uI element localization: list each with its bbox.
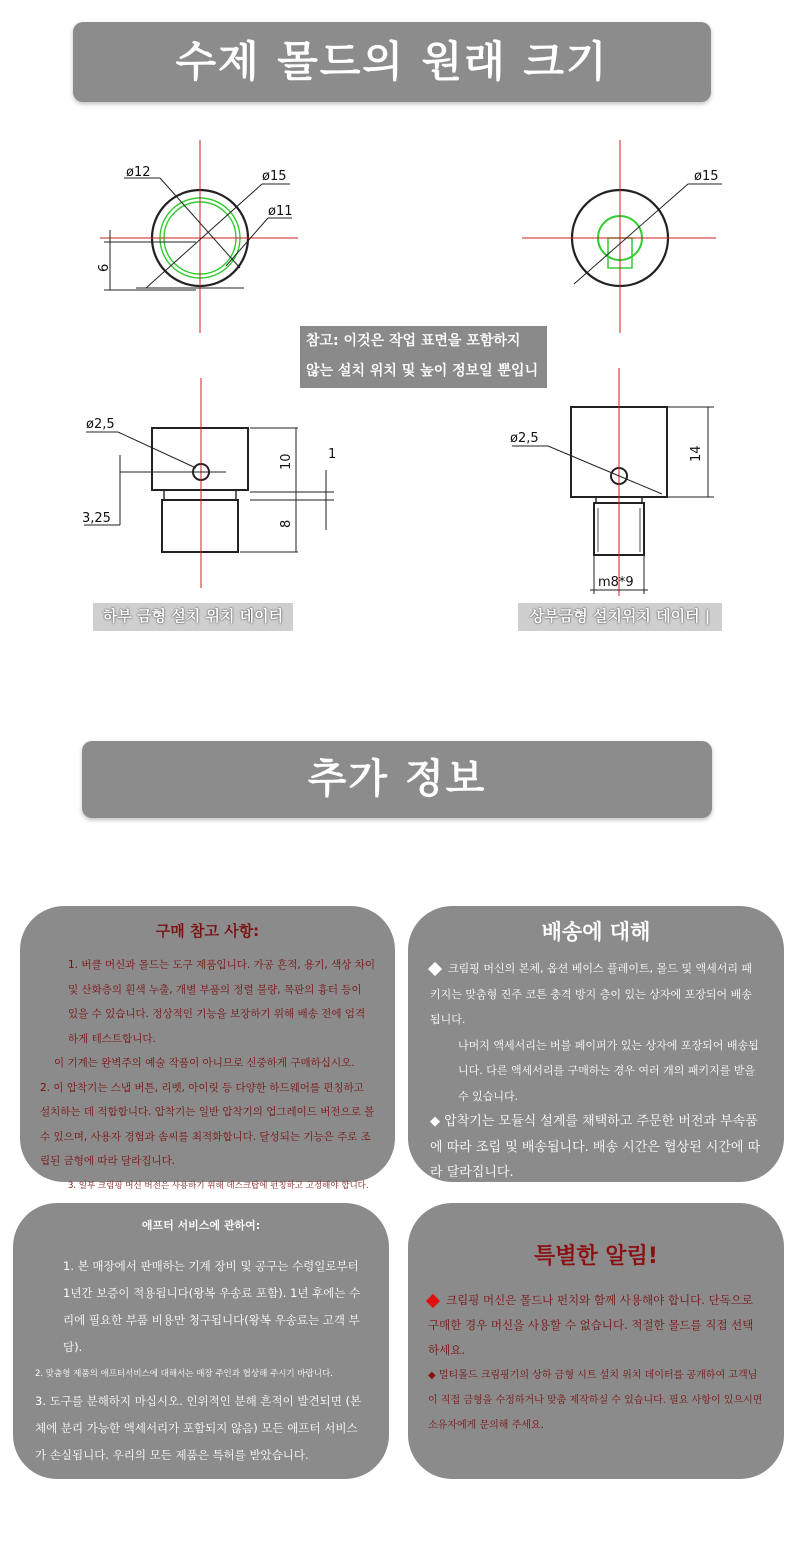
lower-shaft	[162, 500, 238, 552]
special-item-2: ◆ 멀티몰드 크림핑기의 상하 금형 시트 설치 위치 데이터를 공개하여 고객님이 직접 금형을 수정하거나 맞춤 제작하실 수 있습니다. 필요 사항이 있으시면 소유자에게 문의해 주세요.	[428, 1370, 763, 1431]
purchase-notes-card	[20, 906, 395, 1191]
shipping-title: 배송에 대해	[541, 920, 651, 944]
dim-325: 3,25	[82, 511, 111, 526]
after-service-card	[13, 1203, 389, 1479]
purchase-item-1b: 이 기계는 완벽주의 예술 작품이 아니므로 신중하게 구매하십시오.	[54, 1057, 355, 1069]
white-diamond-icon	[428, 962, 442, 976]
red-diamond-icon	[426, 1293, 440, 1307]
dim-ten: 10	[279, 453, 294, 470]
note-line-1: 참고: 이것은 작업 표면을 포함하지	[306, 333, 521, 349]
shipping-item-1: 크림핑 머신의 본체, 옵션 베이스 플레이트, 몰드 및 액세서리 패키지는 맞춤형 진주 코튼 충격 방지 층이 있는 상자에 포장되어 배송됩니다.	[430, 956, 762, 1033]
shipping-item-2: 나머지 액세서리는 버블 페이퍼가 있는 상자에 포장되어 배송됩니다. 다른 액세서리를 구매하는 경우 여러 개의 패키지를 받을 수 있습니다.	[458, 1038, 759, 1103]
additional-info-banner: 추가 정보	[82, 741, 712, 818]
shipping-item-3: ◆ 압착기는 모듈식 설계를 채택하고 주문한 버전과 부속품에 따라 조립 및 배송됩니다. 배송 시간은 협상된 시간에 따라 달라집니다.	[430, 1114, 761, 1180]
top-right-view	[522, 140, 722, 333]
dim-eight: 8	[279, 519, 294, 528]
dim-six: 6	[97, 263, 112, 272]
dim-one: 1	[328, 447, 337, 462]
after-service-item-2: 2. 맞춤형 제품의 애프터서비스에 대해서는 매장 주인과 협상해 주시기 바랍니다.	[35, 1369, 333, 1379]
dim-d11: ø11	[268, 204, 293, 219]
dim-d12: ø12	[126, 165, 151, 180]
special-title: 특별한 알림!	[534, 1244, 658, 1269]
after-service-item-1: 1. 본 매장에서 판매하는 기계 장비 및 공구는 수령일로부터 1년간 보증이 적용됩니다(왕복 우송료 포함). 1년 후에는 수리에 필요한 부품 비용만 청구됩니다(왕복 우송료는 고객 부담).	[63, 1259, 361, 1354]
dim-d15-left: ø15	[262, 169, 287, 184]
special-item-1: 크림핑 머신은 몰드나 펀치와 함께 사용해야 합니다. 단독으로 구매한 경우 머신을 사용할 수 없습니다. 적절한 몰드를 직접 선택하세요.	[428, 1288, 764, 1363]
dim-d25-left: ø2,5	[86, 417, 115, 432]
upper-mold-caption: 상부금형 설치위치 데이터 |	[518, 603, 722, 631]
after-service-item-3: 3. 도구를 분해하지 마십시오. 인위적인 분해 흔적이 발견되면 (본체에 분리 가능한 액세서리가 포함되지 않음) 모든 애프터 서비스가 손실됩니다. 우리의 모든 제품은 특허를 받았습니다.	[35, 1394, 362, 1462]
dim-d15-right: ø15	[694, 169, 719, 184]
purchase-item-1: 1. 버클 머신과 몰드는 도구 제품입니다. 가공 흔적, 용기, 색상 차이 및 산화층의 흰색 누출, 개별 부품의 정렬 불량, 목판의 흉터 등이 있을 수 있습니다. 정상적인 기능을 보장하기 위해 배송 전에 엄격하게 테스트합니다.	[68, 959, 375, 1045]
purchase-item-3: 3. 일부 크림핑 머신 버전은 사용하기 위해 데스크탑에 펀칭하고 고정해야 합니다.	[68, 1180, 369, 1191]
purchase-title: 구매 참고 사항:	[155, 922, 260, 940]
after-service-title: 애프터 서비스에 관하여:	[141, 1219, 261, 1232]
original-size-banner: 수제 몰드의 원래 크기	[73, 22, 711, 102]
dim-m8: m8*9	[598, 575, 634, 590]
note-line-2: 않는 설치 위치 및 높이 정보일 뿐입니다.	[306, 363, 539, 409]
lower-mold-caption: 하부 금형 설치 위치 데이터	[93, 603, 293, 631]
purchase-item-2: 2. 이 압착기는 스냅 버튼, 리벳, 아이릿 등 다양한 하드웨어를 편칭하고 설치하는 데 적합합니다. 압착기는 일반 압착기의 업그레이드 버전으로 볼 수 있으며, 사용자 경험과 솜씨를 최적화합니다. 달성되는 기능은 주로 조립된 금형에 따라 달라집니다.	[40, 1081, 375, 1167]
drawing-note	[300, 326, 547, 409]
dim-fourteen: 14	[689, 445, 704, 462]
shipping-card	[408, 906, 784, 1182]
dim-d25-right: ø2,5	[510, 431, 539, 446]
special-notice-card	[408, 1203, 784, 1479]
lower-mold-view	[84, 378, 337, 588]
